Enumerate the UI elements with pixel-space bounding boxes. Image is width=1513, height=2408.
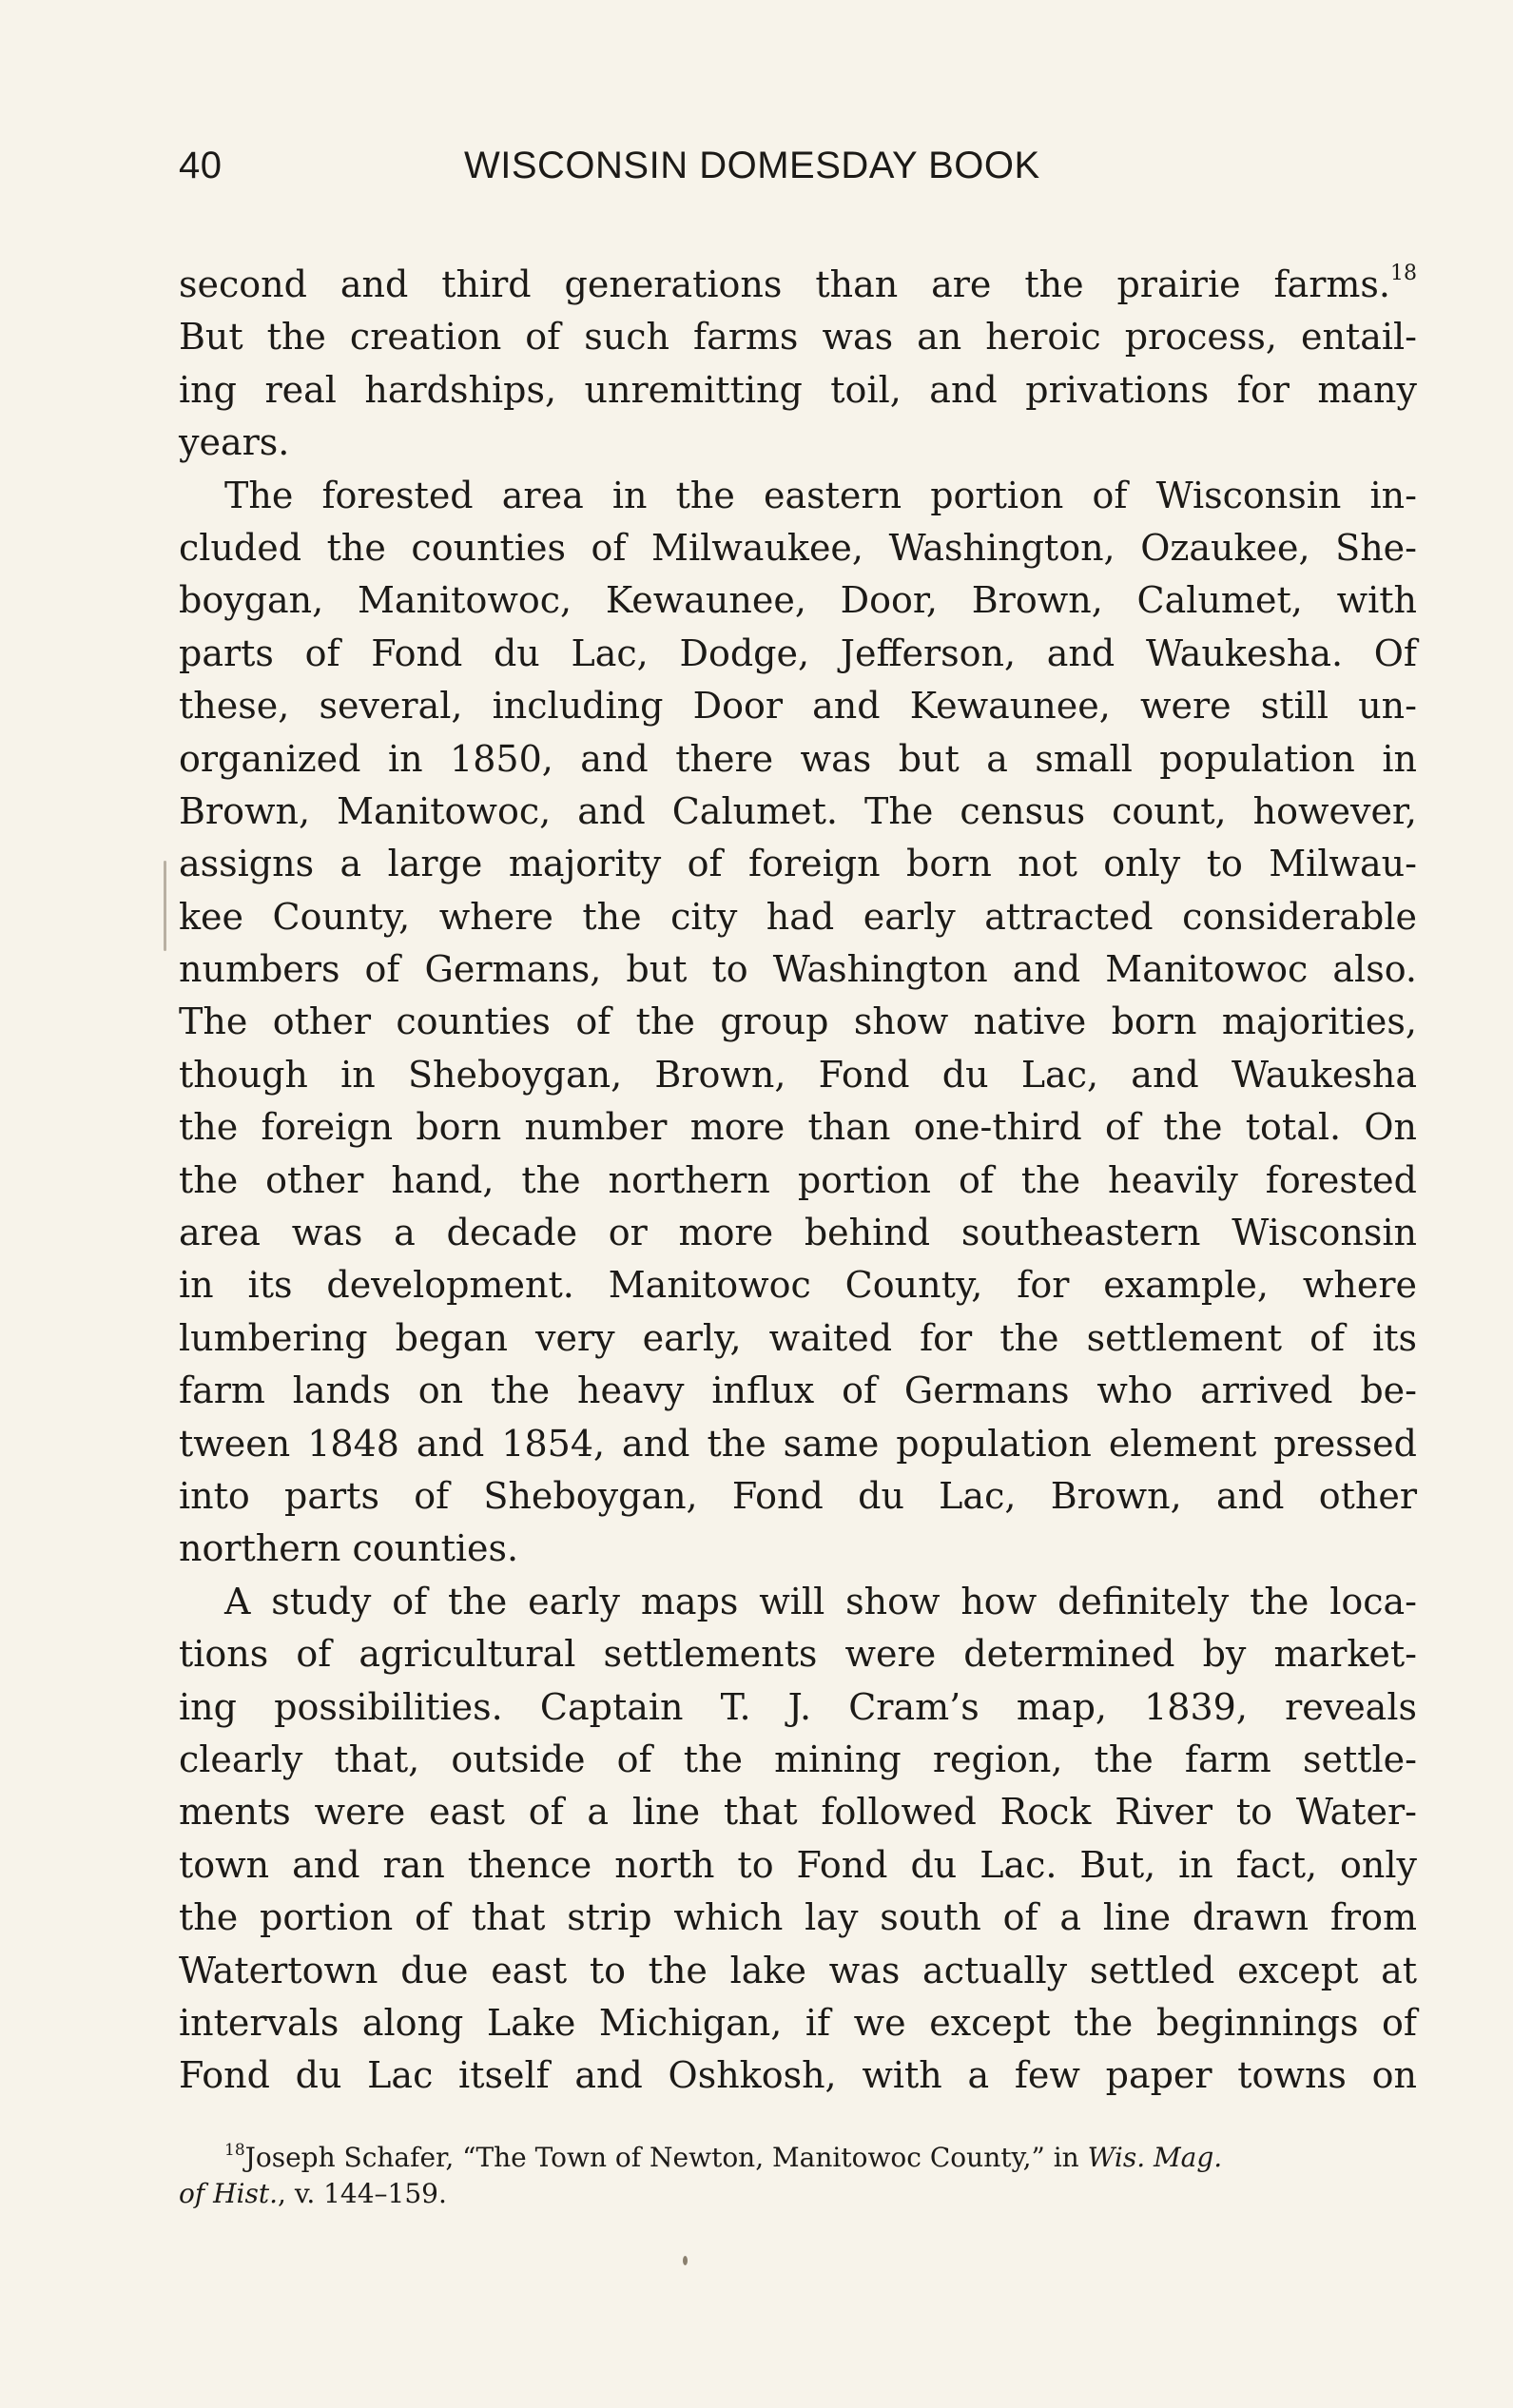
text-line: boygan, Manitowoc, Kewaunee, Door, Brown, Calumet, with: [179, 579, 1417, 622]
text-line: numbers of Germans, but to Washington and Manitowoc also.: [179, 948, 1417, 991]
text-line: parts of Fond du Lac, Dodge, Jefferson, and Waukesha. Of: [179, 631, 1417, 674]
text-line: organized in 1850, and there was but a small population in: [179, 737, 1417, 780]
text-line: The other counties of the group show native born majorities,: [179, 1000, 1417, 1043]
ink-speck: [683, 2256, 688, 2265]
footnote: [179, 2140, 1417, 2212]
text-line: Fond du Lac itself and Oshkosh, with a few paper towns on: [179, 2054, 1417, 2097]
footnote-reference: 18: [1390, 262, 1417, 285]
footnote-line: of Hist., v. 144–159.: [179, 2178, 447, 2209]
text-line: farm lands on the heavy influx of Germans who arrived be-: [179, 1369, 1417, 1412]
text-line: ing real hardships, unremitting toil, and privations for many: [179, 368, 1417, 411]
text-line: the other hand, the northern portion of the heavily forested: [179, 1158, 1417, 1201]
journal-title: Wis. Mag.: [1087, 2142, 1223, 2173]
journal-title-continued: of Hist.: [179, 2178, 279, 2209]
paragraph-first-line: A study of the early maps will show how definitely the loca-: [224, 1580, 1417, 1622]
body-text: [179, 259, 1417, 2103]
text-line: kee County, where the city had early attracted considerable: [179, 895, 1417, 938]
text-line: years.: [179, 421, 290, 464]
text-line: the portion of that strip which lay south of a line drawn from: [179, 1896, 1417, 1939]
text-line: tions of agricultural settlements were determined by market-: [179, 1633, 1417, 1676]
text-line: clearly that, outside of the mining region, the farm settle-: [179, 1738, 1417, 1780]
running-title: WISCONSIN DOMESDAY BOOK: [464, 145, 1040, 186]
text-line: area was a decade or more behind southeastern Wisconsin: [179, 1212, 1417, 1254]
text-line: Brown, Manitowoc, and Calumet. The census count, however,: [179, 789, 1417, 832]
text-line: though in Sheboygan, Brown, Fond du Lac, and Waukesha: [179, 1053, 1417, 1096]
footnote-mark: 18: [224, 2141, 245, 2160]
text-line: intervals along Lake Michigan, if we except the beginnings of: [179, 2001, 1417, 2044]
text-line: assigns a large majority of foreign born not only to Milwau-: [179, 843, 1417, 885]
text-line: cluded the counties of Milwaukee, Washington, Ozaukee, She-: [179, 526, 1417, 569]
text-line: ing possibilities. Captain T. J. Cram’s map, 1839, reveals: [179, 1685, 1417, 1728]
text-line: these, several, including Door and Kewaunee, were still un-: [179, 685, 1417, 728]
text-line: lumbering began very early, waited for the settlement of its: [179, 1316, 1417, 1359]
text-line: into parts of Sheboygan, Fond du Lac, Brown, and other: [179, 1474, 1417, 1517]
page-number: 40: [179, 145, 223, 186]
text-line: in its development. Manitowoc County, for example, where: [179, 1264, 1417, 1307]
text-line: town and ran thence north to Fond du Lac. But, in fact, only: [179, 1843, 1417, 1886]
margin-pencil-mark: [164, 861, 166, 951]
text-line: tween 1848 and 1854, and the same population element pressed: [179, 1422, 1417, 1465]
text-line: northern counties.: [179, 1527, 519, 1570]
text-line: second and third generations than are the prairie farms.$^{18}$: [179, 262, 1417, 305]
paragraph-first-line: The forested area in the eastern portion of Wisconsin in-: [224, 474, 1417, 516]
text-line: Watertown due east to the lake was actually settled except at: [179, 1949, 1417, 1991]
running-head: [179, 145, 1225, 202]
text-line: the foreign born number more than one-third of the total. On: [179, 1106, 1417, 1149]
text-line: ments were east of a line that followed Rock River to Water-: [179, 1791, 1417, 1834]
text-line: But the creation of such farms was an heroic process, entail-: [179, 316, 1417, 359]
footnote-line: $^{18}$Joseph Schafer, “The Town of Newton, Manitowoc County,” in Wis. Mag.: [224, 2141, 1223, 2173]
